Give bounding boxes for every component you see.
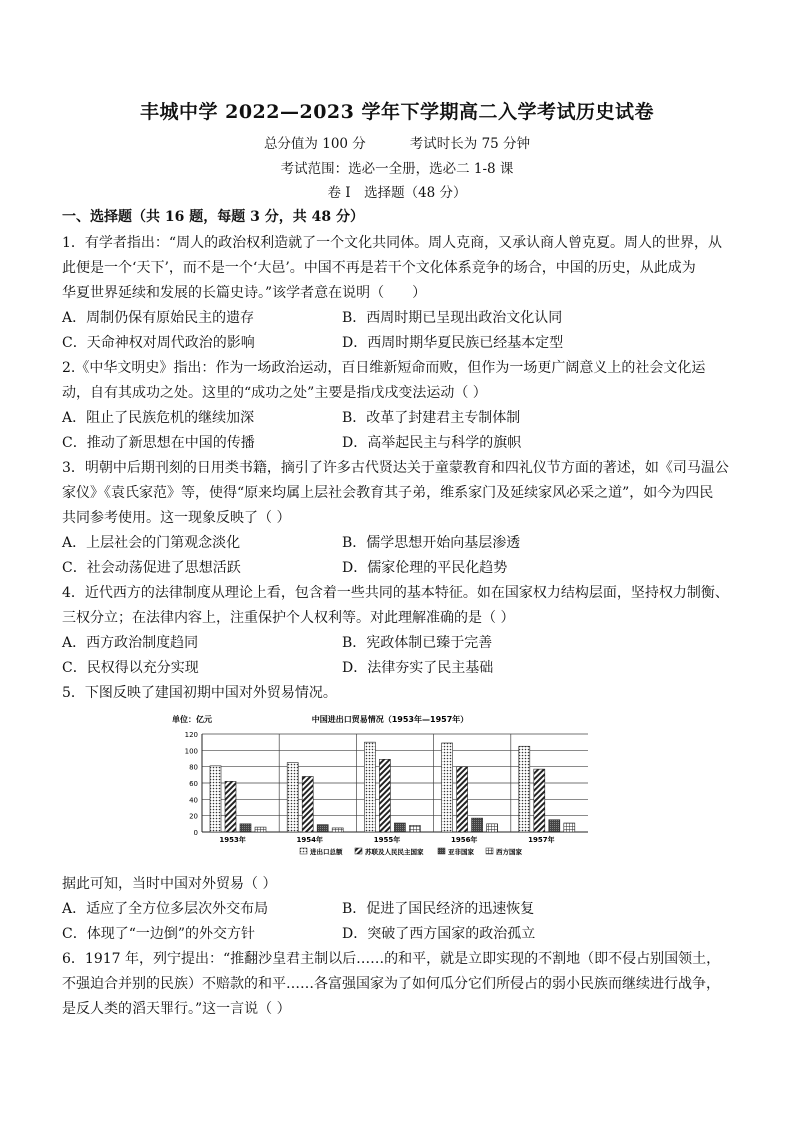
q3-line: 家仪》《袁氏家范》等，使得“原来均属上层社会教育其子弟，维系家门及延续家风必采之道”，如今为四民 [62,485,714,501]
q5-option-c[interactable]: C．体现了“一边倒”的外交方针 [62,926,256,942]
chart-bars [210,742,575,832]
y-tick-label: 40 [189,796,198,805]
x-tick-label: 1953年 [219,836,246,844]
bar-2 [394,823,405,832]
bar-0 [364,742,375,832]
q5-stem: 据此可知，当时中国对外贸易（ ） [62,876,277,892]
y-tick-label: 20 [189,812,198,821]
q4-option-d[interactable]: D．法律夯实了民主基础 [342,660,494,676]
exam-scope: 考试范围：选必一全册，选必二 1-8 课 [280,161,514,177]
q2-line: 2.《中华文明史》指出：作为一场政治运动，百日维新短命而败，但作为一场更广阔意义上的社会文化运 [62,360,706,376]
q3-option-a[interactable]: A．上层社会的门第观念淡化 [62,535,241,551]
q1-option-a[interactable]: A．周制仍保有原始民主的遗存 [62,310,255,326]
bar-2 [317,825,328,832]
q5-option-a[interactable]: A．适应了全方位多层次外交布局 [62,901,269,917]
bar-3 [564,823,575,832]
bar-2 [549,820,560,832]
q4-line: 4．近代西方的法律制度从理论上看，包含着一些共同的基本特征。如在国家权力结构层面，坚持权力制衡、 [62,585,729,601]
q2-line: 动，自有其成功之处。这里的“成功之处”主要是指戊戌变法运动（ ） [62,385,487,401]
q3-option-c[interactable]: C．社会动荡促进了思想活跃 [62,560,241,576]
chart-title: 中国进出口贸易情况（1953年—1957年） [311,715,469,724]
chart-unit-label: 单位：亿元 [172,715,212,724]
legend-label: 进出口总额 [310,848,343,856]
exam-info [0,132,794,152]
q4-option-b[interactable]: B．宪政体制已臻于完善 [342,635,493,651]
bar-0 [210,766,221,832]
bar-0 [442,743,453,832]
legend-label: 西方国家 [496,848,522,856]
y-tick-label: 80 [189,763,198,772]
bar-0 [287,763,298,832]
q1-line: 此便是一个‘天下’，而不是一个‘大邑’。中国不再是若干个文化体系竞争的场合，中国的历史，从此成为 [62,260,696,276]
y-tick-label: 120 [184,731,198,739]
bar-1 [302,776,313,832]
bar-3 [255,827,266,832]
exam-title: 丰城中学 2022—2023 学年下学期高二入学考试历史试卷 [140,101,654,123]
q2-option-a[interactable]: A．阻止了民族危机的继续加深 [62,410,255,426]
q6-line: 6．1917 年，列宁提出：“推翻沙皇君主制以后……的和平，就是立即实现的不割地（即不侵占别国领土， [62,951,721,967]
q1-option-b[interactable]: B．西周时期已呈现出政治文化认同 [342,310,563,326]
section-heading: 一、选择题（共 16 题，每题 3 分，共 48 分） [62,209,364,225]
exam-duration: 考试时长为 75 分钟 [409,136,531,152]
legend-swatch [300,848,307,854]
x-tick-label: 1957年 [528,836,555,844]
bar-1 [379,759,390,832]
legend-label: 苏联及人民民主国家 [365,848,424,856]
q5-option-d[interactable]: D．突破了西方国家的政治孤立 [342,926,536,942]
q3-line: 共同参考使用。这一现象反映了（ ） [62,510,291,526]
q1-line: 1．有学者指出：“周人的政治权利造就了一个文化共同体。周人克商，又承认商人曾克夏。周人的世界，从 [62,235,723,251]
q4-option-a[interactable]: A．西方政治制度趋同 [62,635,199,651]
q5-option-b[interactable]: B．促进了国民经济的迅速恢复 [342,901,535,917]
q6-line: 不强迫合并别的民族）不赔款的和平……各富强国家为了如何瓜分它们所侵占的弱小民族而继续进行战争， [62,976,720,992]
x-tick-label: 1955年 [373,836,401,844]
q3-option-d[interactable]: D．儒家伦理的平民化趋势 [342,560,508,576]
bar-0 [519,746,530,832]
trade-chart-svg [170,712,590,862]
q5-line: 5．下图反映了建国初期中国对外贸易情况。 [62,685,337,701]
legend-swatch [355,848,362,854]
chart-legend [300,847,523,856]
q3-line: 3．明朝中后期刊刻的日用类书籍，摘引了许多古代贤达关于童蒙教育和四礼仪节方面的著述，如《司马温公 [62,460,729,476]
bar-1 [457,767,468,832]
q2-option-c[interactable]: C．推动了新思想在中国的传播 [62,435,255,451]
part-heading: 卷 I 选择题（48 分） [327,185,467,201]
bar-3 [409,825,420,832]
q2-option-b[interactable]: B．改革了封建君主专制体制 [342,410,521,426]
total-score: 总分值为 100 分 [263,136,366,152]
y-tick-label: 60 [189,780,198,788]
q1-option-d[interactable]: D．西周时期华夏民族已经基本定型 [342,335,564,351]
bar-1 [225,781,236,832]
legend-label: 亚非国家 [448,848,474,856]
q1-line: 华夏世界延续和发展的长篇史诗。”该学者意在说明（ ） [62,285,427,301]
bar-1 [534,769,545,832]
legend-swatch [486,848,493,854]
bar-2 [472,818,483,832]
q4-line: 三权分立；在法律内容上，注重保护个人权利等。对此理解准确的是（ ） [62,610,515,626]
q6-line: 是反人类的滔天罪行。”这一言说（ ） [62,1001,291,1017]
q3-option-b[interactable]: B．儒学思想开始向基层渗透 [342,535,521,551]
bar-3 [487,824,498,832]
q1-option-c[interactable]: C．天命神权对周代政治的影响 [62,335,255,351]
bar-2 [240,824,251,832]
y-tick-label: 0 [193,829,198,837]
q4-option-c[interactable]: C．民权得以充分实现 [62,660,199,676]
q2-option-d[interactable]: D．高举起民主与科学的旗帜 [342,435,522,451]
x-tick-label: 1956年 [450,836,478,844]
legend-swatch [438,848,445,854]
bar-3 [332,828,343,832]
y-tick-label: 100 [184,747,198,756]
trade-chart [170,712,590,862]
x-tick-label: 1954年 [296,836,324,844]
